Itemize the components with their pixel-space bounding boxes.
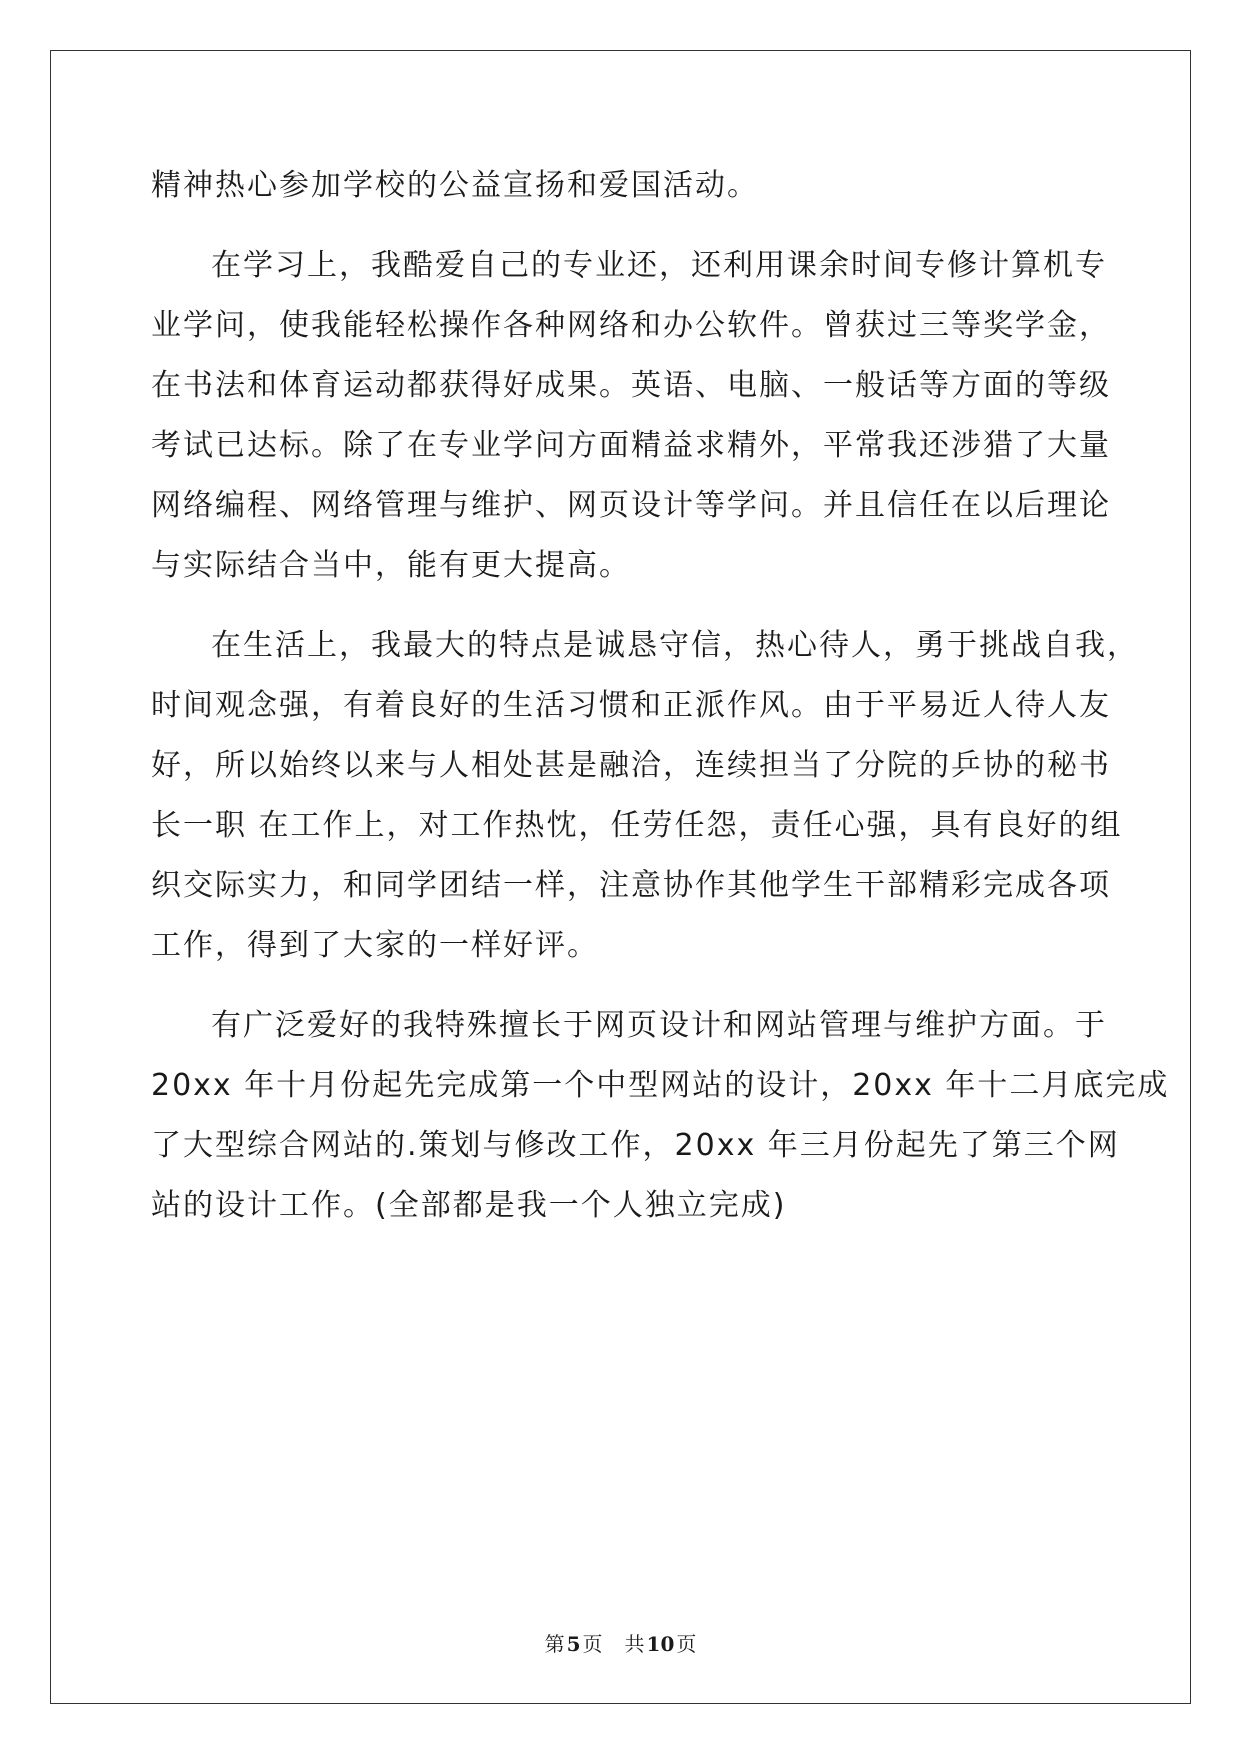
text-line: 好，所以始终以来与人相处甚是融洽，连续担当了分院的乒协的秘书 bbox=[151, 748, 1111, 783]
total-prefix: 共 bbox=[624, 1632, 645, 1656]
text-line: 长一职 在工作上，对工作热忱，任劳任怨，责任心强，具有良好的组 bbox=[151, 808, 1123, 843]
text-line: 时间观念强，有着良好的生活习惯和正派作风。由于平易近人待人友 bbox=[151, 688, 1111, 723]
text-line: 精神热心参加学校的公益宣扬和爱国活动。 bbox=[151, 168, 759, 203]
paragraph-start-line: 有广泛爱好的我特殊擅长于网页设计和网站管理与维护方面。于 bbox=[211, 1008, 1107, 1043]
text-line: 了大型综合网站的.策划与修改工作，20xx 年三月份起先了第三个网 bbox=[151, 1128, 1120, 1163]
text-line: 与实际结合当中，能有更大提高。 bbox=[151, 548, 631, 583]
paragraph-start-line: 在学习上，我酷爱自己的专业还，还利用课余时间专修计算机专 bbox=[211, 248, 1107, 283]
paragraph-start-line: 在生活上，我最大的特点是诚恳守信，热心待人，勇于挑战自我， bbox=[211, 628, 1139, 663]
text-line: 织交际实力，和同学团结一样，注意协作其他学生干部精彩完成各项 bbox=[151, 868, 1111, 903]
page-footer bbox=[0, 1632, 1241, 1656]
text-line: 业学问，使我能轻松操作各种网络和办公软件。曾获过三等奖学金， bbox=[151, 308, 1111, 343]
total-suffix: 页 bbox=[676, 1632, 697, 1656]
total-pages: 10 bbox=[646, 1632, 675, 1656]
page-suffix: 页 bbox=[582, 1632, 603, 1656]
text-line: 工作，得到了大家的一样好评。 bbox=[151, 928, 599, 963]
page-number: 5 bbox=[566, 1632, 581, 1656]
page-prefix: 第 bbox=[544, 1632, 565, 1656]
text-line: 20xx 年十月份起先完成第一个中型网站的设计，20xx 年十二月底完成 bbox=[151, 1068, 1170, 1103]
text-line: 网络编程、网络管理与维护、网页设计等学问。并且信任在以后理论 bbox=[151, 488, 1111, 523]
text-line: 站的设计工作。(全部都是我一个人独立完成) bbox=[151, 1188, 787, 1223]
text-line: 在书法和体育运动都获得好成果。英语、电脑、一般话等方面的等级 bbox=[151, 368, 1111, 403]
text-line: 考试已达标。除了在专业学问方面精益求精外，平常我还涉猎了大量 bbox=[151, 428, 1111, 463]
